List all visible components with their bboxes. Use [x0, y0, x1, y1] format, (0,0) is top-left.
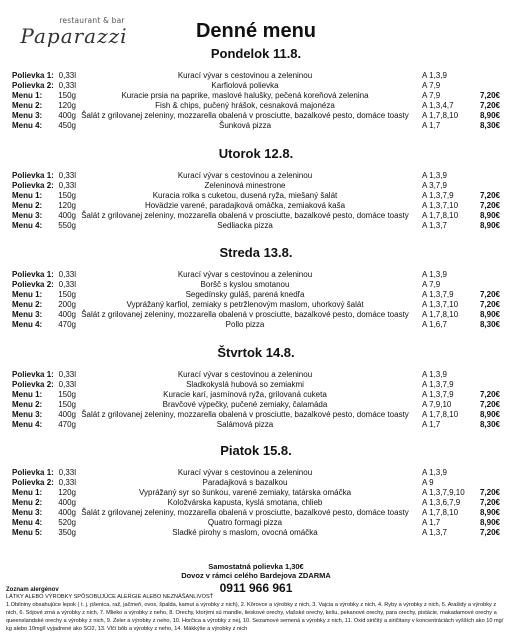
allergen-codes: A 1,3,7,9 [422, 290, 454, 299]
dish-name: Sladkokyslá hubová so zemiakmi [186, 380, 304, 389]
portion-size: 470g [58, 420, 76, 429]
day-title: Utorok 12.8. [218, 146, 294, 161]
allergen-codes: A 7,9 [422, 91, 441, 100]
portion-size: 400g [58, 111, 76, 120]
menu-row [0, 390, 512, 400]
menu-row [0, 380, 512, 390]
price: 7,20€ [479, 101, 500, 110]
menu-row [0, 280, 512, 290]
dish-name: Segedínsky guláš, parená knedľa [185, 290, 305, 299]
menu-row [0, 410, 512, 420]
menu-item-label: Menu 1: [12, 390, 43, 399]
price: 7,20€ [479, 498, 500, 507]
dish-name: Pollo pizza [225, 320, 265, 329]
dish-name: Bravčové výpečky, pučené zemiaky, čalamáda [162, 400, 328, 409]
allergen-codes: A 1,3,7,9 [422, 380, 454, 389]
portion-size: 400g [58, 310, 76, 319]
delivery-note: Dovoz v rámci celého Bardejova ZDARMA [181, 571, 331, 580]
menu-row [0, 71, 512, 81]
portion-size: 450g [58, 121, 76, 130]
allergens-title: Zoznam alergénov [6, 587, 59, 593]
menu-row [0, 121, 512, 131]
day-title: Streda 13.8. [219, 245, 293, 260]
allergen-codes: A 1,3,7 [422, 221, 447, 230]
menu-item-label: Polievka 1: [12, 370, 54, 379]
portion-size: 150g [58, 390, 76, 399]
portion-size: 0,33l [58, 171, 76, 180]
menu-row [0, 508, 512, 518]
price: 8,90€ [479, 518, 500, 527]
menu-item-label: Menu 3: [12, 211, 43, 220]
menu-item-label: Polievka 2: [12, 81, 54, 90]
portion-size: 0,33l [58, 81, 76, 90]
price: 7,20€ [479, 290, 500, 299]
dish-name: Vyprážaný syr so šunkou, varené zemiaky, tatárska omáčka [138, 488, 352, 497]
menu-row [0, 111, 512, 121]
dish-name: Paradajková s bazalkou [202, 478, 288, 487]
portion-size: 150g [58, 91, 76, 100]
price: 8,90€ [479, 410, 500, 419]
menu-item-label: Polievka 2: [12, 478, 54, 487]
dish-name: Šunková pizza [218, 121, 272, 130]
dish-name: Zeleninová minestrone [204, 181, 286, 190]
allergens-list: 1.Obilniny obsahujúce lepok ( t. j. pšenica, raž, jačmeň, ovos, špalda, kamut a výrobky z nich), 2. Kôrovce a výrobky z nich, 3. Vajcia a výrobky z nich, 4. Ryby a výrobky z nich, 5. Arašidy a výrobky z nich, 6. Sójové zrná a výrobky z nich, 7. Mlieko a výrobky z neho, 8. Orechy, ktorými sú mandle, lieskové orechy, vlašské orechy, kešu, pekanové orechy, para orechy, pistácie, makadamové orechy a queenslandské orechy a výrobky z nich, 9. Zeler a výrobky z neho, 10. Horčica a výrobky z nej, 10. Sezamové semená a výrobky z nich, 11. Oxid siričitý a siričitany v koncentráciách vyšších ako 10 mg/ kg alebo 10mg/l vyjadrené ako SO2, 13. Vlčí bôb a výrobky z neho, 14. Mäkkýše a výrobky z nich [6, 602, 504, 632]
menu-row [0, 468, 512, 478]
day-title: Štvrtok 14.8. [217, 345, 295, 360]
menu-item-label: Menu 1: [12, 191, 43, 200]
menu-row [0, 518, 512, 528]
price: 7,20€ [479, 191, 500, 200]
portion-size: 0,33l [58, 468, 76, 477]
price: 7,20€ [479, 201, 500, 210]
allergen-codes: A 7,9,10 [422, 400, 452, 409]
price: 8,90€ [479, 310, 500, 319]
menu-item-label: Menu 3: [12, 508, 43, 517]
menu-item-label: Menu 2: [12, 101, 43, 110]
portion-size: 350g [58, 528, 76, 537]
menu-item-label: Menu 4: [12, 121, 43, 130]
dish-name: Vyprážaný karfiol, zemiaky s petržlenovým maslom, uhorkový šalát [126, 300, 364, 309]
dish-name: Sladké pirohy s maslom, ovocná omáčka [172, 528, 318, 537]
portion-size: 0,33l [58, 280, 76, 289]
dish-name: Šalát z grilovanej zeleniny, mozzarella obalená v prosciutte, bazalkové pesto, domáce toasty [81, 508, 409, 517]
price: 8,90€ [479, 508, 500, 517]
price: 7,20€ [479, 300, 500, 309]
dish-name: Kurací vývar s cestovinou a zeleninou [177, 468, 313, 477]
allergen-codes: A 9 [422, 478, 434, 487]
portion-size: 0,33l [58, 181, 76, 190]
allergen-codes: A 1,7 [422, 121, 441, 130]
portion-size: 0,33l [58, 71, 76, 80]
dish-name: Kuracia rolka s cuketou, dusená ryža, miešaný šalát [152, 191, 338, 200]
dish-name: Quatro formagi pizza [207, 518, 283, 527]
dish-name: Kurací vývar s cestovinou a zeleninou [177, 171, 313, 180]
dish-name: Šalát z grilovanej zeleniny, mozzarella obalená v prosciutte, bazalkové pesto, domáce toasty [81, 410, 409, 419]
allergens-subtitle: LÁTKY ALEBO VÝROBKY SPÔSOBUJÚCE ALERGIE ALEBO NEZNÁŠANLIVOSŤ [6, 594, 214, 600]
menu-row [0, 201, 512, 211]
allergen-codes: A 1,7,8,10 [422, 310, 459, 319]
menu-row [0, 171, 512, 181]
portion-size: 520g [58, 518, 76, 527]
menu-row [0, 221, 512, 231]
menu-item-label: Menu 3: [12, 111, 43, 120]
portion-size: 400g [58, 498, 76, 507]
menu-row [0, 320, 512, 330]
dish-name: Salámová pizza [216, 420, 274, 429]
dish-name: Kuracie karí, jasmínová ryža, grilovaná cuketa [163, 390, 327, 399]
logo-tagline: restaurant & bar [59, 16, 125, 25]
dish-name: Šalát z grilovanej zeleniny, mozzarella obalená v prosciutte, bazalkové pesto, domáce toasty [81, 310, 409, 319]
dish-name: Kuracie prsia na paprike, maslové halušky, pečená koreňová zelenina [121, 91, 369, 100]
menu-item-label: Polievka 2: [12, 181, 54, 190]
portion-size: 0,33l [58, 270, 76, 279]
day-title: Pondelok 11.8. [210, 46, 302, 61]
menu-item-label: Polievka 1: [12, 468, 54, 477]
allergen-codes: A 1,3,9 [422, 468, 447, 477]
price: 7,20€ [479, 488, 500, 497]
allergen-codes: A 1,7 [422, 420, 441, 429]
menu-item-label: Menu 4: [12, 518, 43, 527]
day-title: Piatok 15.8. [220, 443, 292, 458]
allergen-codes: A 1,3,9 [422, 270, 447, 279]
price: 7,20€ [479, 528, 500, 537]
portion-size: 120g [58, 201, 76, 210]
dish-name: Fish & chips, pučený hrášok, cesnaková majonéza [155, 101, 335, 110]
allergen-codes: A 1,6,7 [422, 320, 447, 329]
dish-name: Kurací vývar s cestovinou a zeleninou [177, 71, 313, 80]
page-title: Denné menu [195, 20, 317, 42]
allergen-codes: A 1,3,6,7,9 [422, 498, 461, 507]
menu-row [0, 270, 512, 280]
dish-name: Boršč s kyslou smotanou [200, 280, 290, 289]
portion-size: 400g [58, 508, 76, 517]
menu-row [0, 310, 512, 320]
menu-item-label: Polievka 1: [12, 270, 54, 279]
dish-name: Sedliacka pizza [217, 221, 273, 230]
dish-name: Šalát z grilovanej zeleniny, mozzarella obalená v prosciutte, bazalkové pesto, domáce toasty [81, 111, 409, 120]
allergen-codes: A 1,3,9 [422, 370, 447, 379]
allergen-codes: A 7,9 [422, 280, 441, 289]
dish-name: Karfiolová polievka [211, 81, 279, 90]
portion-size: 470g [58, 320, 76, 329]
price: 8,30€ [479, 320, 500, 329]
menu-row [0, 290, 512, 300]
menu-row [0, 498, 512, 508]
allergen-codes: A 1,3,7 [422, 528, 447, 537]
allergen-codes: A 1,3,7,10 [422, 300, 459, 309]
allergen-codes: A 1,7,8,10 [422, 508, 459, 517]
allergen-codes: A 1,7 [422, 518, 441, 527]
price: 8,90€ [479, 221, 500, 230]
menu-row [0, 528, 512, 538]
menu-row [0, 400, 512, 410]
logo-name: Paparazzi [20, 24, 128, 48]
menu-item-label: Menu 1: [12, 290, 43, 299]
allergen-codes: A 1,3,7,10 [422, 201, 459, 210]
menu-item-label: Menu 4: [12, 221, 43, 230]
portion-size: 550g [58, 221, 76, 230]
menu-item-label: Polievka 2: [12, 280, 54, 289]
menu-item-label: Polievka 1: [12, 171, 54, 180]
allergen-codes: A 1,3,7,9 [422, 390, 454, 399]
menu-item-label: Menu 2: [12, 498, 43, 507]
dish-name: Kurací vývar s cestovinou a zeleninou [177, 270, 313, 279]
menu-item-label: Menu 3: [12, 310, 43, 319]
dish-name: Šalát z grilovanej zeleniny, mozzarella obalená v prosciutte, bazalkové pesto, domáce toasty [81, 211, 409, 220]
allergen-codes: A 1,3,9 [422, 171, 447, 180]
price: 7,20€ [479, 400, 500, 409]
menu-item-label: Menu 5: [12, 528, 43, 537]
allergen-codes: A 1,3,9 [422, 71, 447, 80]
allergen-codes: A 1,3,7,9,10 [422, 488, 465, 497]
menu-item-label: Menu 2: [12, 300, 43, 309]
allergen-codes: A 1,7,8,10 [422, 211, 459, 220]
menu-row [0, 300, 512, 310]
menu-item-label: Menu 1: [12, 91, 43, 100]
menu-row [0, 81, 512, 91]
portion-size: 120g [58, 488, 76, 497]
price: 7,20€ [479, 91, 500, 100]
allergen-codes: A 3,7,9 [422, 181, 447, 190]
dish-name: Hovädzie varené, paradajková omáčka, zemiaková kaša [144, 201, 346, 210]
phone-number: 0911 966 961 [219, 581, 293, 595]
allergen-codes: A 1,7,8,10 [422, 410, 459, 419]
menu-item-label: Menu 4: [12, 320, 43, 329]
menu-item-label: Polievka 2: [12, 380, 54, 389]
portion-size: 200g [58, 300, 76, 309]
menu-row [0, 181, 512, 191]
menu-item-label: Menu 4: [12, 420, 43, 429]
price: 8,90€ [479, 111, 500, 120]
portion-size: 150g [58, 400, 76, 409]
menu-row [0, 370, 512, 380]
menu-row [0, 420, 512, 430]
price: 7,20€ [479, 390, 500, 399]
menu-item-label: Menu 3: [12, 410, 43, 419]
allergen-codes: A 1,3,4,7 [422, 101, 454, 110]
menu-row [0, 91, 512, 101]
price: 8,30€ [479, 121, 500, 130]
menu-item-label: Menu 1: [12, 488, 43, 497]
menu-row [0, 211, 512, 221]
price: 8,30€ [479, 420, 500, 429]
portion-size: 400g [58, 410, 76, 419]
menu-row [0, 101, 512, 111]
portion-size: 150g [58, 191, 76, 200]
portion-size: 0,33l [58, 370, 76, 379]
portion-size: 0,33l [58, 478, 76, 487]
soup-note: Samostatná polievka 1,30€ [208, 562, 304, 571]
portion-size: 400g [58, 211, 76, 220]
menu-row [0, 488, 512, 498]
dish-name: Koložvárska kapusta, kyslá smotana, chlieb [167, 498, 323, 507]
menu-item-label: Polievka 1: [12, 71, 54, 80]
menu-item-label: Menu 2: [12, 400, 43, 409]
dish-name: Kurací vývar s cestovinou a zeleninou [177, 370, 313, 379]
menu-item-label: Menu 2: [12, 201, 43, 210]
menu-row [0, 191, 512, 201]
price: 8,90€ [479, 211, 500, 220]
allergen-codes: A 1,3,7,9 [422, 191, 454, 200]
allergen-codes: A 7,9 [422, 81, 441, 90]
allergen-codes: A 1,7,8,10 [422, 111, 459, 120]
portion-size: 120g [58, 101, 76, 110]
menu-row [0, 478, 512, 488]
portion-size: 0,33l [58, 380, 76, 389]
portion-size: 150g [58, 290, 76, 299]
